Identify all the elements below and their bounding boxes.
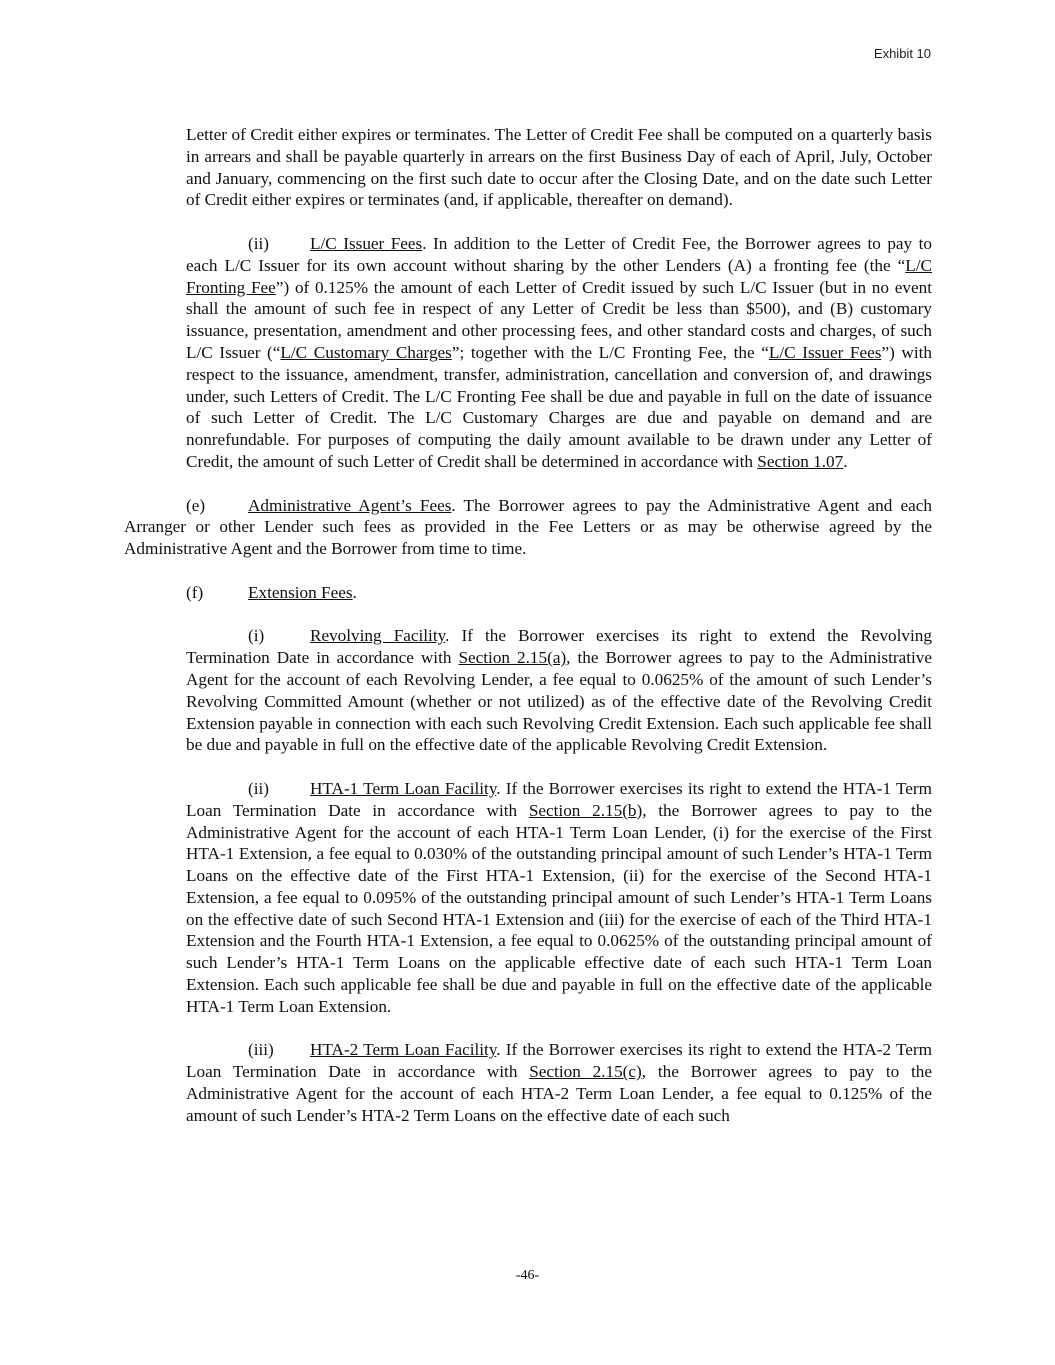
defined-term: L/C Issuer Fees [768, 342, 882, 362]
exhibit-label: Exhibit 10 [873, 46, 931, 61]
paragraph-text: Letter of Credit either expires or terminates. The Letter of Credit Fee shall be computed on a quarterly basis in arrears and shall be payable quarterly in arrears on the first Business Day of each of April, July, October and January, commencing on the first such date to occur after the Closing Date, and on the date such Letter of Credit either expires or terminates (and, if applicable, thereafter on demand). [186, 125, 932, 210]
paragraph-f [124, 582, 932, 604]
clause-text: ”; together with the L/C Fronting Fee, the “ [451, 342, 769, 362]
defined-term: L/C Fronting Fee [186, 255, 932, 297]
clause-text: . The Borrower agrees to pay the Administrative Agent and each Arranger or other Lender such fees as provided in the Fee Letters or as may be otherwise agreed by the Administrative Agent and the Borrower from time to time. [124, 495, 932, 559]
clause-label: (e) [186, 495, 206, 515]
clause-text: . In addition to the Letter of Credit Fee, the Borrower agrees to pay to each L/C Issuer for its own account without sharing by the other Lenders (A) a fronting fee (the “ [186, 233, 932, 275]
section-reference: Section 2.15(b) [528, 800, 643, 820]
clause-text: , the Borrower agrees to pay to the Administrative Agent for the account of each HTA-1 Term Loan Lender, (i) for the exercise of the First HTA-1 Extension, a fee equal to 0.030% of the outstanding principal amount of such Lender’s HTA-1 Term Loans on the effective date of the First HTA-1 Extension, (ii) for the exercise of the Second HTA-1 Extension, a fee equal to 0.095% of the outstanding principal amount of such Lender’s HTA-1 Term Loans on the effective date of such Second HTA-1 Extension and (iii) for the exercise of each of the Third HTA-1 Extension and the Fourth HTA-1 Extension, a fee equal to 0.0625% of the outstanding principal amount of such Lender’s HTA-1 Term Loans on the applicable effective date of each such HTA-1 Term Loan Extension. Each such applicable fee shall be due and payable in full on the effective date of the applicable HTA-1 Term Loan Extension. [186, 800, 932, 1016]
clause-heading: HTA-2 Term Loan Facility [310, 1040, 497, 1060]
clause-label: (ii) [248, 233, 269, 253]
paragraph-continuation [186, 124, 932, 211]
clause-text: ”) of 0.125% the amount of each Letter of Credit issued by such L/C Issuer (but in no event shall the amount of such fee in respect of any Letter of Credit be less than $500), and (B) customary issuance, presentation, amendment and other processing fees, and other standard costs and charges, of such L/C Issuer (“ [186, 277, 932, 362]
clause-label: (ii) [248, 778, 269, 798]
defined-term: L/C Customary Charges [280, 342, 452, 362]
clause-text: ”) with respect to the issuance, amendment, transfer, administration, cancellation and conversion of, and drawings under, such Letters of Credit. The L/C Fronting Fee shall be due and payable in full on the date of issuance of such Letter of Credit. The L/C Customary Charges are due and payable on demand and are nonrefundable. For purposes of computing the daily amount available to be drawn under any Letter of Credit, the amount of such Letter of Credit shall be determined in accordance with [186, 342, 932, 471]
section-reference: Section 2.15(c) [529, 1062, 642, 1082]
section-reference: Section 2.15(a) [458, 648, 567, 668]
paragraph-f-i [186, 625, 932, 756]
clause-heading: HTA-1 Term Loan Facility [310, 778, 497, 798]
clause-heading: Administrative Agent’s Fees [248, 495, 452, 515]
paragraph-d-ii [186, 233, 932, 473]
clause-heading: L/C Issuer Fees [310, 233, 423, 253]
paragraph-f-iii [186, 1039, 932, 1126]
clause-label: (iii) [248, 1040, 274, 1060]
clause-label: (f) [186, 582, 204, 602]
clause-heading: Revolving Facility [310, 626, 446, 646]
clause-label: (i) [248, 626, 265, 646]
clause-text: . If the Borrower exercises its right to extend the HTA-2 Term Loan Termination Date in accordance with [186, 1040, 932, 1082]
section-reference: Section 1.07 [757, 451, 844, 471]
clause-heading: Extension Fees [248, 582, 353, 602]
clause-text: , the Borrower agrees to pay to the Administrative Agent for the account of each HTA-2 Term Loan Lender, a fee equal to 0.125% of the amount of such Lender’s HTA-2 Term Loans on the effective date of each such [186, 1062, 932, 1125]
paragraph-f-ii [186, 778, 932, 1018]
clause-text: . If the Borrower exercises its right to extend the HTA-1 Term Loan Termination Date in accordance with [186, 778, 932, 820]
clause-text: . If the Borrower exercises its right to extend the Revolving Termination Date in accordance with [186, 626, 932, 668]
clause-text: , the Borrower agrees to pay to the Administrative Agent for the account of each Revolving Lender, a fee equal to 0.0625% of the amount of such Lender’s Revolving Committed Amount (whether or not utilized) as of the effective date of the Revolving Credit Extension payable in connection with each such Revolving Credit Extension. Each such applicable fee shall be due and payable in full on the effective date of the applicable Revolving Credit Extension. [186, 648, 932, 755]
clause-text: . [843, 451, 848, 471]
document-body [124, 124, 932, 1148]
page-number: -46- [515, 1268, 540, 1283]
clause-text: . [352, 582, 357, 602]
paragraph-e [124, 495, 932, 560]
